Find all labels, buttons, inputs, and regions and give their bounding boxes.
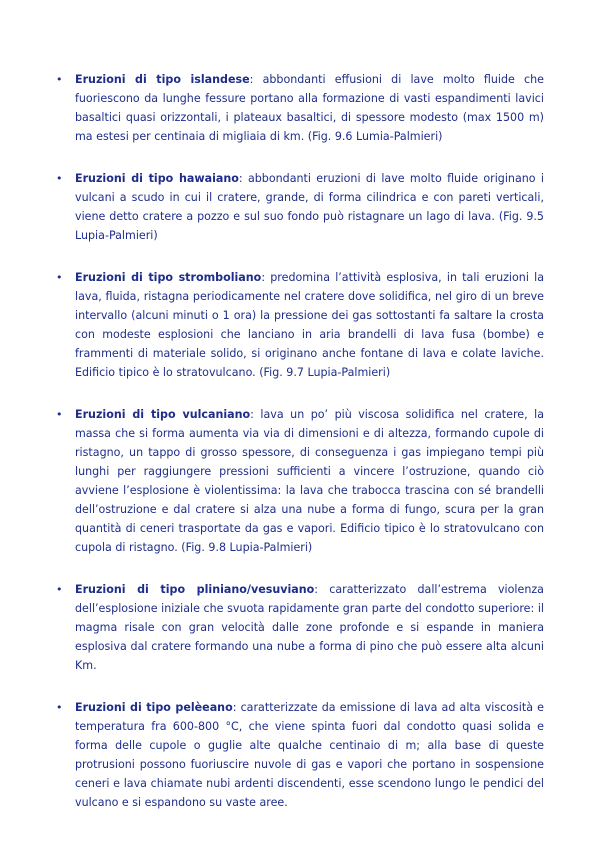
eruption-types-list — [54, 70, 544, 835]
item-title: Eruzioni di tipo vulcaniano — [75, 408, 251, 421]
item-description: : lava un po’ più viscosa solidifica nel cratere, la massa che si forma aumenta via via di dimensioni e di altezza, formando cupole di ristagno, un tappo di grosso spessore, di conseguenza i gas impiegano tempi più lunghi per raggiungere pressioni sufficienti a vincere l’ostruzione, quando ciò avviene l’esplosione è violentissima: la lava che trabocca trascina con sé brandelli dell’ostruzione e dal cratere si alza una nube a forma di fungo, scura per la gran quantità di ceneri trasportate da gas e vapori. Edificio tipico è lo stratovulcano con cupola di ristagno. (Fig. 9.8 Lupia-Palmieri) — [75, 408, 545, 554]
list-item-peleeano — [54, 698, 544, 812]
bullet-icon: • — [56, 583, 63, 596]
list-item-pliniano — [54, 580, 544, 675]
list-item-islandese — [54, 70, 544, 146]
bullet-icon: • — [56, 73, 63, 86]
bullet-icon: • — [56, 408, 63, 421]
item-description: : caratterizzate da emissione di lava ad alta viscosità e temperatura fra 600-800 °C, che viene spinta fuori dal condotto quasi solida e forma delle cupole o guglie alte qualche centinaio di m; alla base di queste protrusioni possono fuoriuscire nuvole di gas e vapori che portano in sospensione ceneri e lava chiamate nubi ardenti discendenti, esse scendono lungo le pendici del vulcano e si espandono su vaste aree. — [75, 701, 544, 809]
list-item-hawaiano — [54, 169, 544, 245]
item-title: Eruzioni di tipo stromboliano — [75, 271, 262, 284]
bullet-icon: • — [56, 271, 63, 284]
item-title: Eruzioni di tipo islandese — [75, 73, 250, 86]
item-title: Eruzioni di tipo pelèeano — [75, 701, 233, 714]
item-description: : caratterizzato dall’estrema violenza dell’esplosione iniziale che svuota rapidamente gran parte del condotto superiore: il magma risale con gran velocità dalle zone profonde e si espande in maniera esplosiva dal cratere formando una nube a forma di pino che può essere alta alcuni Km. — [75, 583, 544, 672]
item-title: Eruzioni di tipo pliniano/vesuviano — [75, 583, 315, 596]
list-item-stromboliano — [54, 268, 544, 382]
list-item-vulcaniano — [54, 405, 544, 557]
item-title: Eruzioni di tipo hawaiano — [75, 172, 239, 185]
bullet-icon: • — [56, 701, 63, 714]
bullet-icon: • — [56, 172, 63, 185]
item-description: : abbondanti effusioni di lave molto fluide che fuoriescono da lunghe fessure portano alla formazione di vasti espandimenti lavici basaltici quasi orizzontali, i plateaux basaltici, di spessore modesto (max 1500 m) ma estesi per centinaia di migliaia di km. (Fig. 9.6 Lumia-Palmieri) — [75, 73, 544, 143]
item-description: : predomina l’attività esplosiva, in tali eruzioni la lava, fluida, ristagna periodicamente nel cratere dove solidifica, nel giro di un breve intervallo (alcuni minuti o 1 ora) la pressione dei gas sottostanti fa saltare la crosta con modeste esplosioni che lanciano in aria brandelli di lava fusa (bombe) e frammenti di materiale solido, si originano anche fontane di lava e colate laviche. Edificio tipico è lo stratovulcano. (Fig. 9.7 Lupia-Palmieri) — [75, 271, 545, 379]
item-description: : abbondanti eruzioni di lave molto fluide originano i vulcani a scudo in cui il cratere, grande, di forma cilindrica e con pareti verticali, viene detto cratere a pozzo e sul suo fondo può ristagnare un lago di lava. (Fig. 9.5 Lupia-Palmieri) — [75, 172, 544, 242]
